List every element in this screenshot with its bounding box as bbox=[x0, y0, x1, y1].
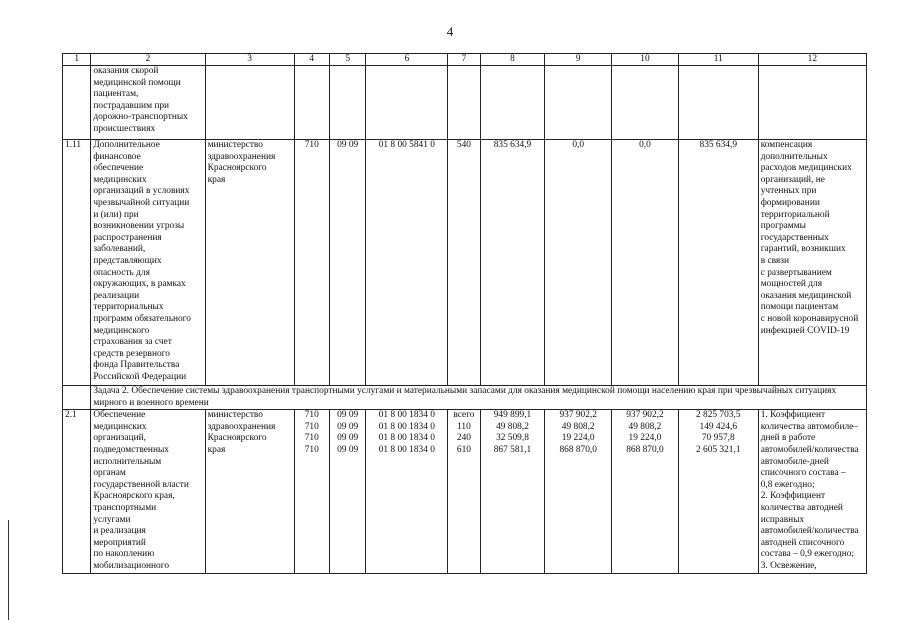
year3-amount: 0,0 bbox=[612, 140, 679, 386]
rzpr-code: 09 09 bbox=[337, 421, 359, 432]
col-header: 5 bbox=[329, 54, 365, 66]
year1-amounts bbox=[480, 410, 545, 573]
continuation-row bbox=[63, 66, 867, 140]
year3-amount: 868 870,0 bbox=[626, 444, 664, 455]
col-header: 6 bbox=[366, 54, 448, 66]
cell-empty bbox=[480, 66, 545, 140]
csr-code: 01 8 00 1834 0 bbox=[378, 433, 435, 444]
total-amount: 149 424,6 bbox=[699, 421, 737, 432]
executor: министерство здравоохранения Красноярского края bbox=[205, 410, 294, 573]
year2-amount: 937 902,2 bbox=[559, 410, 597, 421]
col-header: 10 bbox=[612, 54, 679, 66]
rzpr-code: 09 09 bbox=[329, 140, 365, 386]
row-number: 2.1 bbox=[63, 410, 91, 573]
rzpr-code: 09 09 bbox=[337, 444, 359, 455]
cell-empty bbox=[63, 386, 91, 410]
executor: министерство здравоохранения Красноярского края bbox=[205, 140, 294, 386]
cell-empty bbox=[612, 66, 679, 140]
scan-edge-line bbox=[8, 520, 9, 620]
cell-empty bbox=[294, 66, 329, 140]
vr-code: 540 bbox=[448, 140, 480, 386]
year3-amount: 19 224,0 bbox=[628, 433, 662, 444]
col-header: 1 bbox=[63, 54, 91, 66]
csr-code: 01 8 00 1834 0 bbox=[378, 421, 435, 432]
vr-code: 110 bbox=[457, 421, 471, 432]
cell-empty bbox=[758, 66, 866, 140]
total-amount: 2 825 703,5 bbox=[695, 410, 741, 421]
table-row-1-11 bbox=[63, 140, 867, 386]
rzpr-code: 09 09 bbox=[337, 433, 359, 444]
col-header: 9 bbox=[545, 54, 612, 66]
expected-result: компенсация дополнительных расходов медицинских организаций, не учтенных при формировании территориальной программы государственных гарантий, возникших в связи с развертыванием мощностей для оказания медицинской помощи пациентам с новой коронавирусной инфекцией COVID-19 bbox=[758, 140, 866, 386]
col-header: 2 bbox=[91, 54, 205, 66]
vr-code: всего bbox=[453, 410, 475, 421]
total-amounts bbox=[678, 410, 758, 573]
cell-empty bbox=[678, 66, 758, 140]
col-header: 7 bbox=[448, 54, 480, 66]
rzpr-code: 09 09 bbox=[337, 410, 359, 421]
activity-name: Дополнительное финансовое обеспечение медицинских организаций в условиях чрезвычайной ситуации и (или) при возникновении угрозы распространения заболеваний, представляющих опасность для окружающих, в рамках реализации территориальных программ обязательного медицинского страхования за счет средств резервного фонда Правительства Российской Федерации bbox=[91, 140, 205, 386]
year1-amount: 49 808,2 bbox=[496, 421, 529, 432]
year1-amount: 949 899,1 bbox=[493, 410, 532, 421]
row-number: 1.11 bbox=[63, 140, 91, 386]
vr-code: 240 bbox=[456, 433, 471, 444]
year2-amount: 49 808,2 bbox=[561, 421, 595, 432]
rzpr-codes bbox=[329, 410, 365, 573]
grbs-codes bbox=[294, 410, 329, 573]
grbs-code: 710 bbox=[304, 444, 319, 455]
table-row-2-1 bbox=[63, 410, 867, 573]
page-number: 4 bbox=[446, 24, 454, 39]
year1-amount: 32 509,8 bbox=[496, 433, 529, 444]
grbs-code: 710 bbox=[304, 421, 319, 432]
csr-code: 01 8 00 5841 0 bbox=[366, 140, 448, 386]
grbs-code: 710 bbox=[304, 410, 319, 421]
col-header: 11 bbox=[678, 54, 758, 66]
csr-code: 01 8 00 1834 0 bbox=[378, 410, 435, 421]
column-number-row bbox=[63, 54, 867, 66]
year2-amounts bbox=[545, 410, 612, 573]
year3-amount: 937 902,2 bbox=[626, 410, 664, 421]
col-header: 8 bbox=[480, 54, 545, 66]
year1-amount: 867 581,1 bbox=[493, 444, 532, 455]
csr-codes bbox=[366, 410, 448, 573]
col-header: 3 bbox=[205, 54, 294, 66]
cell-empty bbox=[545, 66, 612, 140]
csr-code: 01 8 00 1834 0 bbox=[378, 444, 435, 455]
total-amount: 835 634,9 bbox=[678, 140, 758, 386]
year1-amount: 835 634,9 bbox=[480, 140, 545, 386]
budget-table bbox=[62, 53, 867, 574]
year2-amount: 868 870,0 bbox=[559, 444, 597, 455]
activity-name: Обеспечение медицинских организаций, подведомственных исполнительным органам государственной власти Красноярского края, транспортными услугами и реализация мероприятий по накоплению мобилизационного bbox=[91, 410, 205, 573]
col-header: 12 bbox=[758, 54, 866, 66]
total-amount: 2 605 321,1 bbox=[695, 444, 741, 455]
cell-empty bbox=[366, 66, 448, 140]
year2-amount: 0,0 bbox=[545, 140, 612, 386]
year2-amount: 19 224,0 bbox=[561, 433, 595, 444]
cell-empty bbox=[205, 66, 294, 140]
year3-amount: 49 808,2 bbox=[628, 421, 662, 432]
grbs-code: 710 bbox=[304, 433, 319, 444]
vr-codes bbox=[448, 410, 480, 573]
cell-empty bbox=[448, 66, 480, 140]
year3-amounts bbox=[612, 410, 679, 573]
task-2-heading: Задача 2. Обеспечение системы здравоохранения транспортными услугами и материальными запасами для оказания медицинской помощи населению края при чрезвычайных ситуациях мирного и военного времени bbox=[91, 386, 867, 410]
grbs-code: 710 bbox=[294, 140, 329, 386]
total-amount: 70 957,8 bbox=[701, 433, 735, 444]
cell-empty bbox=[329, 66, 365, 140]
vr-code: 610 bbox=[456, 444, 471, 455]
task-row bbox=[63, 386, 867, 410]
continuation-text: оказания скорой медицинской помощи пациентам, пострадавшим при дорожно-транспортных происшествиях bbox=[91, 66, 205, 140]
col-header: 4 bbox=[294, 54, 329, 66]
expected-result: 1. Коэффициент количества автомобиле– дней в работе автомобилей/количества автомобиле-дней списочного состава – 0,8 ежегодно; 2. Коэффициент количества автодней исправных автомобилей/количества автодней списочного состава – 0,9 ежегодно; 3. Освежение, bbox=[758, 410, 866, 573]
cell-empty bbox=[63, 66, 91, 140]
